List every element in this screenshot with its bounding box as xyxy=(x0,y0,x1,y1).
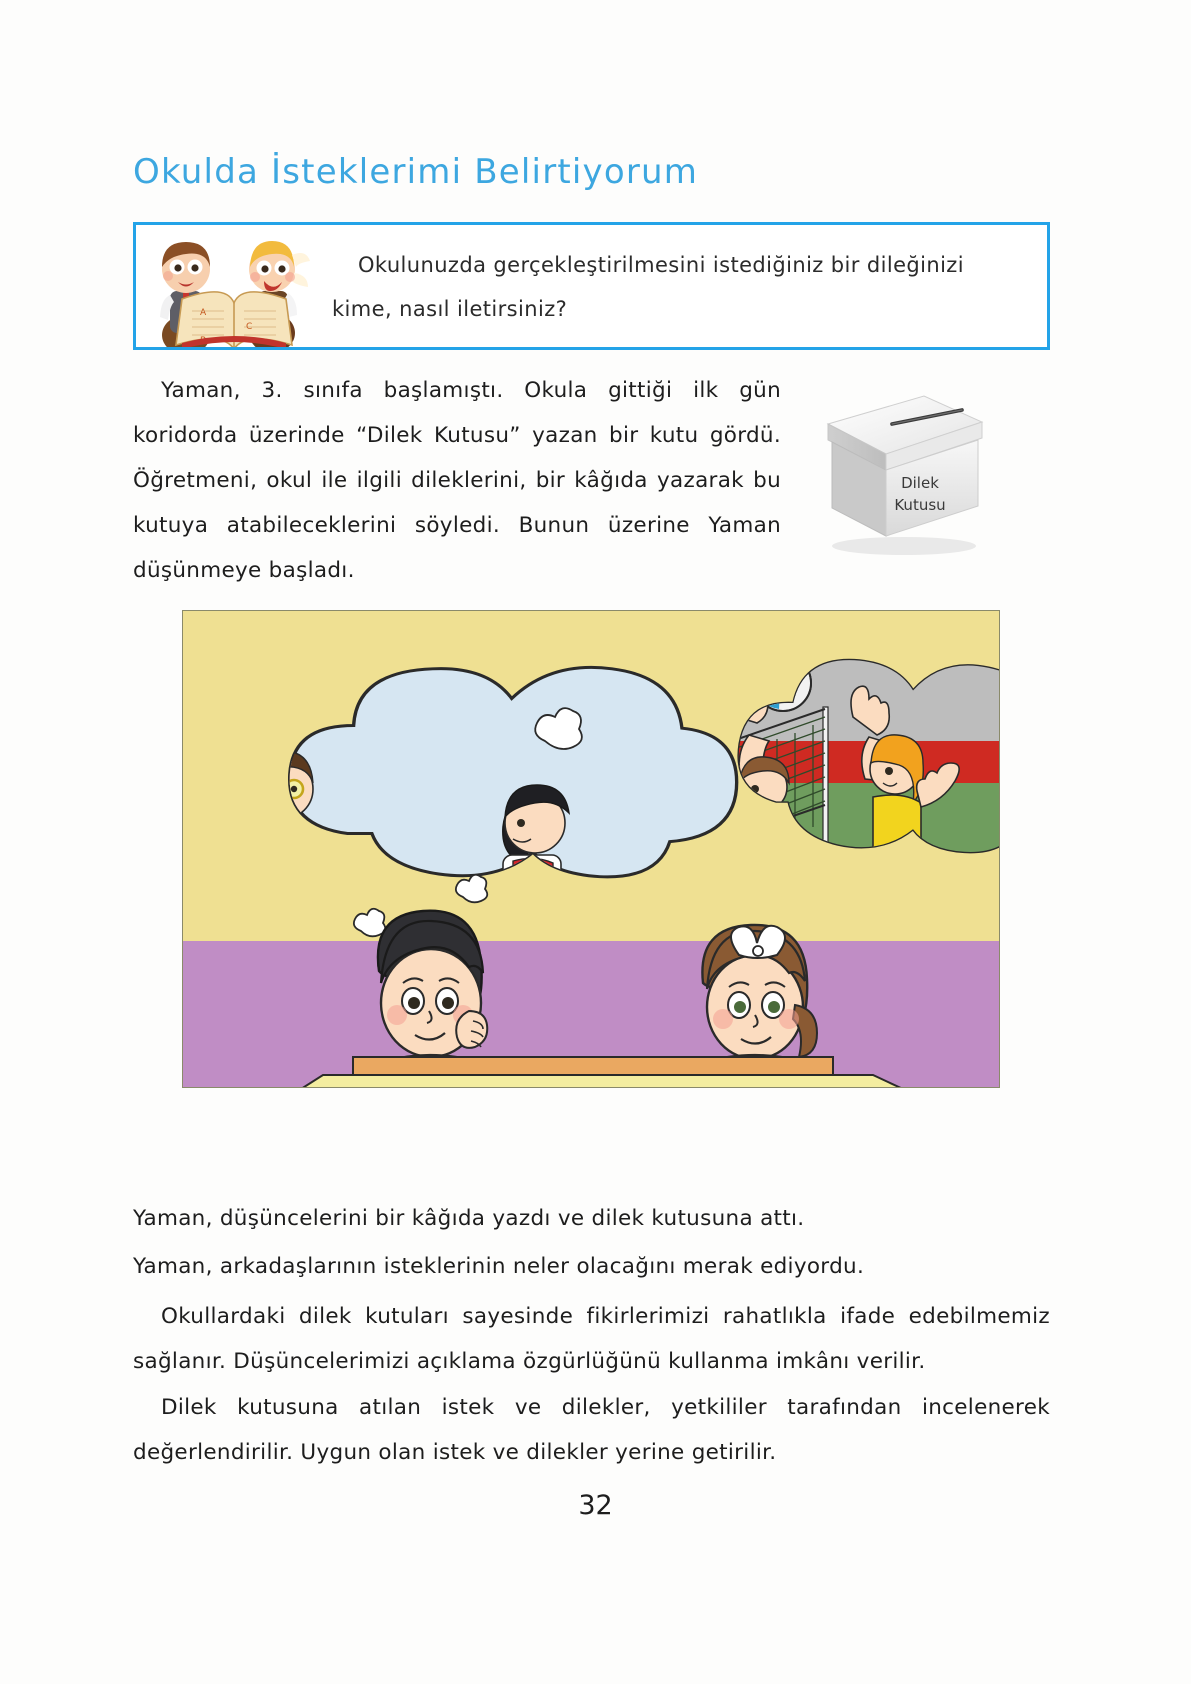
paragraph-1-text: Yaman, 3. sınıfa başlamıştı. Okula gittiği ilk gün koridorda üzerinde “Dilek Kutusu” yazan bir kutu gördü. Öğretmeni, okul ile ilgili dileklerini, bir kâğıda yazarak bu kutuya atabileceklerini söyledi. Bunun üzerine Yaman düşünmeye başladı. xyxy=(133,378,781,583)
paragraph-2-text: Yaman, düşüncelerini bir kâğıda yazdı ve dilek kutusuna attı. xyxy=(133,1206,805,1231)
wish-box-label-line-2: Kutusu xyxy=(894,496,946,514)
svg-text:C: C xyxy=(246,322,253,332)
body-paragraph-3 xyxy=(133,1244,1050,1289)
body-paragraph-2 xyxy=(133,1196,1050,1241)
desk-top xyxy=(301,1075,903,1088)
body-paragraph-5 xyxy=(133,1385,1050,1475)
question-callout-box xyxy=(133,222,1050,350)
body-paragraph-1 xyxy=(133,368,781,593)
paragraph-4-text: Okullardaki dilek kutuları sayesinde fikirlerimizi rahatlıkla ifade edebilmemiz sağlanır. Düşüncelerimizi açıklama özgürlüğünü kullanma imkânı verilir. xyxy=(133,1304,1050,1374)
wish-box-label-line-1: Dilek xyxy=(901,474,939,492)
question-line-2: kime, nasıl iletirsiniz? xyxy=(332,297,568,321)
page-title: Okulda İsteklerimi Belirtiyorum xyxy=(133,152,699,192)
two-children-book-illustration xyxy=(140,229,325,347)
open-book-illustration xyxy=(176,292,292,347)
paragraph-3-text: Yaman, arkadaşlarının isteklerinin neler olacağını merak ediyordu. xyxy=(133,1254,865,1279)
question-text xyxy=(332,243,1032,331)
wish-box-photo xyxy=(812,378,997,558)
page-number: 32 xyxy=(578,1490,613,1521)
svg-text:A: A xyxy=(200,308,207,318)
bench-back xyxy=(353,1057,833,1075)
paragraph-5-text: Dilek kutusuna atılan istek ve dilekler, yetkililer tarafından incelenerek değerlendirilir. Uygun olan istek ve dilekler yerine getirilir. xyxy=(133,1395,1050,1465)
body-paragraph-4 xyxy=(133,1294,1050,1384)
classroom-daydream-illustration xyxy=(182,610,1000,1088)
question-line-1: Okulunuzda gerçekleştirilmesini istediğiniz bir dileğinizi xyxy=(358,253,964,277)
